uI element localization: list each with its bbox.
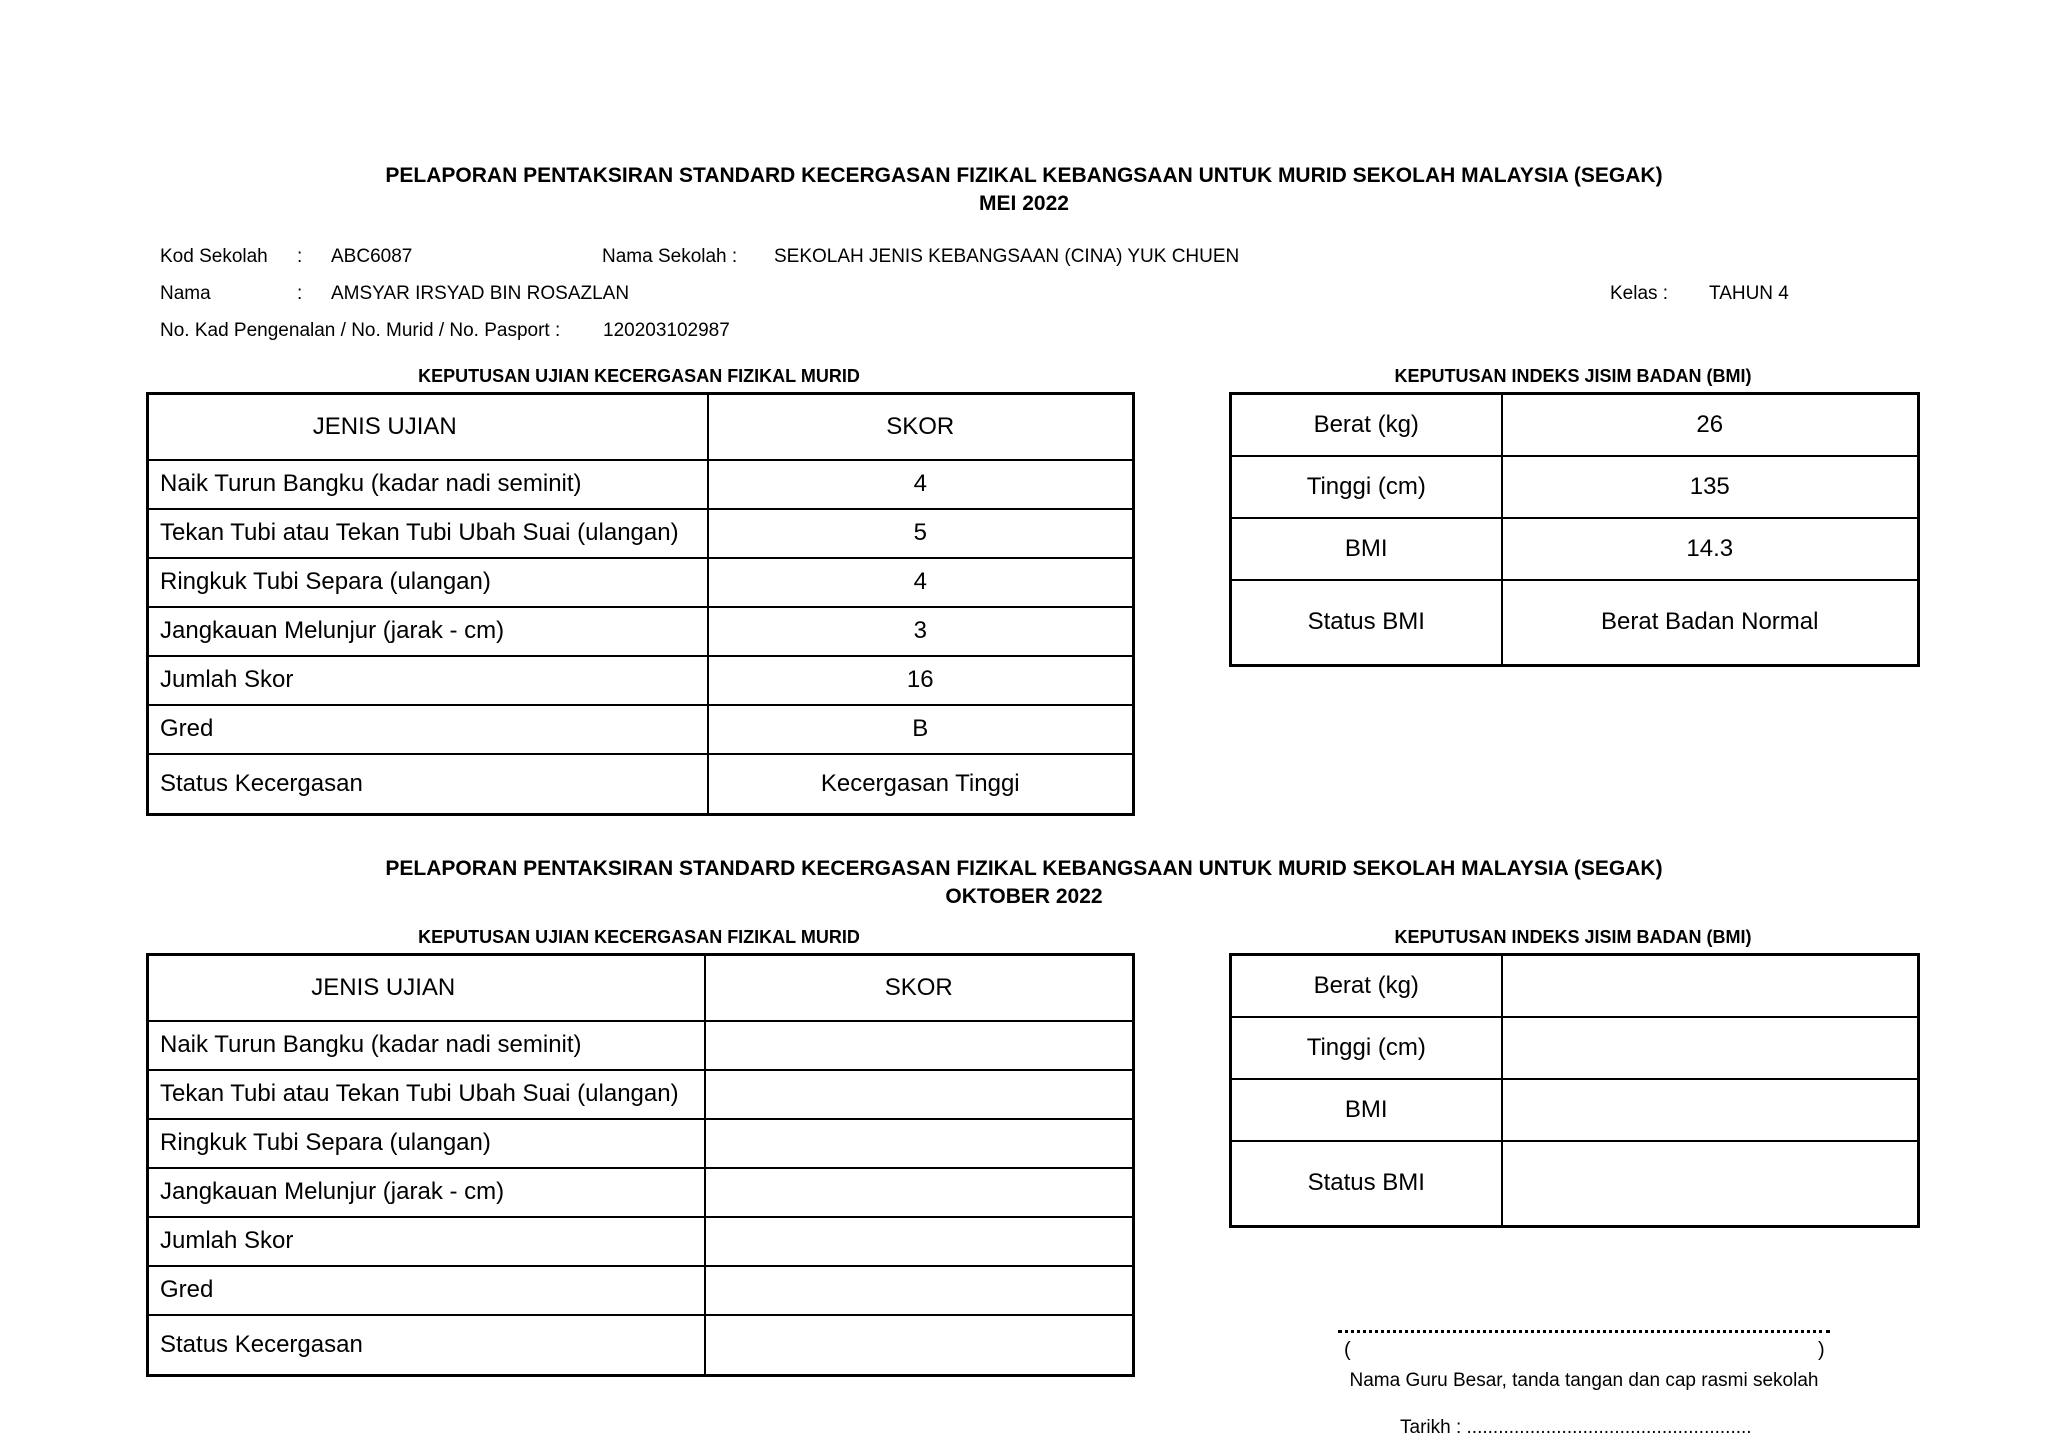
- table-row: [148, 1021, 1134, 1070]
- bmi-value: Berat Badan Normal: [1502, 580, 1919, 666]
- bmi-value: [1502, 1079, 1919, 1141]
- kelas-value: TAHUN 4: [1709, 283, 1789, 304]
- table-row: [1231, 580, 1919, 666]
- test-score: 5: [708, 509, 1134, 558]
- signature-open-paren: (: [1344, 1339, 1351, 1361]
- test-score: Kecergasan Tinggi: [708, 754, 1134, 815]
- table-row: [148, 509, 1134, 558]
- table-row: [148, 705, 1134, 754]
- bmi-label: Tinggi (cm): [1231, 1017, 1502, 1079]
- test-score: 3: [708, 607, 1134, 656]
- header-jenis-ujian: JENIS UJIAN: [148, 394, 708, 460]
- bmi-label: Berat (kg): [1231, 394, 1502, 456]
- bmi-value: 135: [1502, 456, 1919, 518]
- test-score: [705, 1266, 1134, 1315]
- test-score: 4: [708, 460, 1134, 509]
- bmi-section-title: KEPUTUSAN INDEKS JISIM BADAN (BMI): [1394, 366, 1752, 386]
- report-period: MEI 2022: [979, 192, 1069, 215]
- bmi-value: 14.3: [1502, 518, 1919, 580]
- fitness-section-title: KEPUTUSAN UJIAN KECERGASAN FIZIKAL MURID: [418, 366, 860, 386]
- report-title: PELAPORAN PENTAKSIRAN STANDARD KECERGASAN FIZIKAL KEBANGSAAN UNTUK MURID SEKOLAH MALAYSIA (SEGAK): [385, 164, 1663, 187]
- fitness-section-title: KEPUTUSAN UJIAN KECERGASAN FIZIKAL MURID: [418, 927, 860, 947]
- bmi-section-title: KEPUTUSAN INDEKS JISIM BADAN (BMI): [1394, 927, 1752, 947]
- bmi-table-mei: [1229, 392, 1920, 667]
- test-score: [705, 1119, 1134, 1168]
- bmi-label: Status BMI: [1231, 580, 1502, 666]
- fitness-table-oktober: [146, 953, 1135, 1377]
- signature-close-paren: ): [1818, 1339, 1825, 1361]
- kod-sekolah-label: Kod Sekolah: [160, 246, 268, 267]
- test-label: Tekan Tubi atau Tekan Tubi Ubah Suai (ulangan): [148, 509, 708, 558]
- test-score: B: [708, 705, 1134, 754]
- bmi-label: Tinggi (cm): [1231, 456, 1502, 518]
- test-label: Naik Turun Bangku (kadar nadi seminit): [148, 460, 708, 509]
- colon: :: [297, 283, 303, 304]
- test-label: Jangkauan Melunjur (jarak - cm): [148, 607, 708, 656]
- table-row: [1231, 1017, 1919, 1079]
- nama-sekolah-label: Nama Sekolah :: [602, 246, 738, 267]
- ic-value: 120203102987: [603, 320, 730, 341]
- nama-label: Nama: [160, 283, 211, 304]
- kod-sekolah-value: ABC6087: [331, 246, 413, 267]
- header-jenis-ujian: JENIS UJIAN: [148, 955, 705, 1021]
- table-row: [148, 1315, 1134, 1376]
- table-row: [148, 607, 1134, 656]
- bmi-label: Berat (kg): [1231, 955, 1502, 1017]
- test-score: [705, 1217, 1134, 1266]
- test-label: Ringkuk Tubi Separa (ulangan): [148, 558, 708, 607]
- table-row: [148, 1119, 1134, 1168]
- bmi-value: [1502, 1017, 1919, 1079]
- bmi-label: BMI: [1231, 518, 1502, 580]
- test-label: Ringkuk Tubi Separa (ulangan): [148, 1119, 705, 1168]
- report-title: PELAPORAN PENTAKSIRAN STANDARD KECERGASAN FIZIKAL KEBANGSAAN UNTUK MURID SEKOLAH MALAYSIA (SEGAK): [385, 857, 1663, 880]
- test-label: Status Kecergasan: [148, 754, 708, 815]
- table-row: [1231, 518, 1919, 580]
- table-row: [148, 754, 1134, 815]
- test-label: Naik Turun Bangku (kadar nadi seminit): [148, 1021, 705, 1070]
- signature-caption: Nama Guru Besar, tanda tangan dan cap rasmi sekolah: [1349, 1370, 1819, 1391]
- table-row: [1231, 394, 1919, 456]
- test-label: Tekan Tubi atau Tekan Tubi Ubah Suai (ulangan): [148, 1070, 705, 1119]
- table-row: [148, 460, 1134, 509]
- bmi-label: BMI: [1231, 1079, 1502, 1141]
- test-label: Gred: [148, 1266, 705, 1315]
- test-score: [705, 1315, 1134, 1376]
- bmi-value: [1502, 1141, 1919, 1227]
- kelas-label: Kelas :: [1610, 283, 1669, 304]
- table-row: [148, 1217, 1134, 1266]
- bmi-value: 26: [1502, 394, 1919, 456]
- table-header-row: [148, 955, 1134, 1021]
- table-row: [1231, 456, 1919, 518]
- table-row: [148, 558, 1134, 607]
- table-row: [1231, 1079, 1919, 1141]
- signature-line: [1338, 1330, 1830, 1333]
- test-label: Jumlah Skor: [148, 656, 708, 705]
- ic-label: No. Kad Pengenalan / No. Murid / No. Pasport :: [160, 320, 561, 341]
- table-row: [148, 1070, 1134, 1119]
- tarikh-line: Tarikh : ......................................................: [1400, 1417, 1752, 1438]
- bmi-value: [1502, 955, 1919, 1017]
- colon: :: [297, 246, 303, 267]
- table-row: [1231, 1141, 1919, 1227]
- test-score: [705, 1168, 1134, 1217]
- nama-value: AMSYAR IRSYAD BIN ROSAZLAN: [331, 283, 630, 304]
- test-score: [705, 1021, 1134, 1070]
- report-period: OKTOBER 2022: [945, 885, 1103, 908]
- test-score: [705, 1070, 1134, 1119]
- nama-sekolah-value: SEKOLAH JENIS KEBANGSAAN (CINA) YUK CHUEN: [774, 246, 1240, 267]
- bmi-label: Status BMI: [1231, 1141, 1502, 1227]
- table-row: [148, 656, 1134, 705]
- header-skor: SKOR: [705, 955, 1134, 1021]
- test-score: 16: [708, 656, 1134, 705]
- table-row: [1231, 955, 1919, 1017]
- bmi-table-oktober: [1229, 953, 1920, 1228]
- test-label: Status Kecergasan: [148, 1315, 705, 1376]
- test-label: Jangkauan Melunjur (jarak - cm): [148, 1168, 705, 1217]
- test-score: 4: [708, 558, 1134, 607]
- test-label: Jumlah Skor: [148, 1217, 705, 1266]
- header-skor: SKOR: [708, 394, 1134, 460]
- table-row: [148, 1266, 1134, 1315]
- table-row: [148, 1168, 1134, 1217]
- table-header-row: [148, 394, 1134, 460]
- fitness-table-mei: [146, 392, 1135, 816]
- test-label: Gred: [148, 705, 708, 754]
